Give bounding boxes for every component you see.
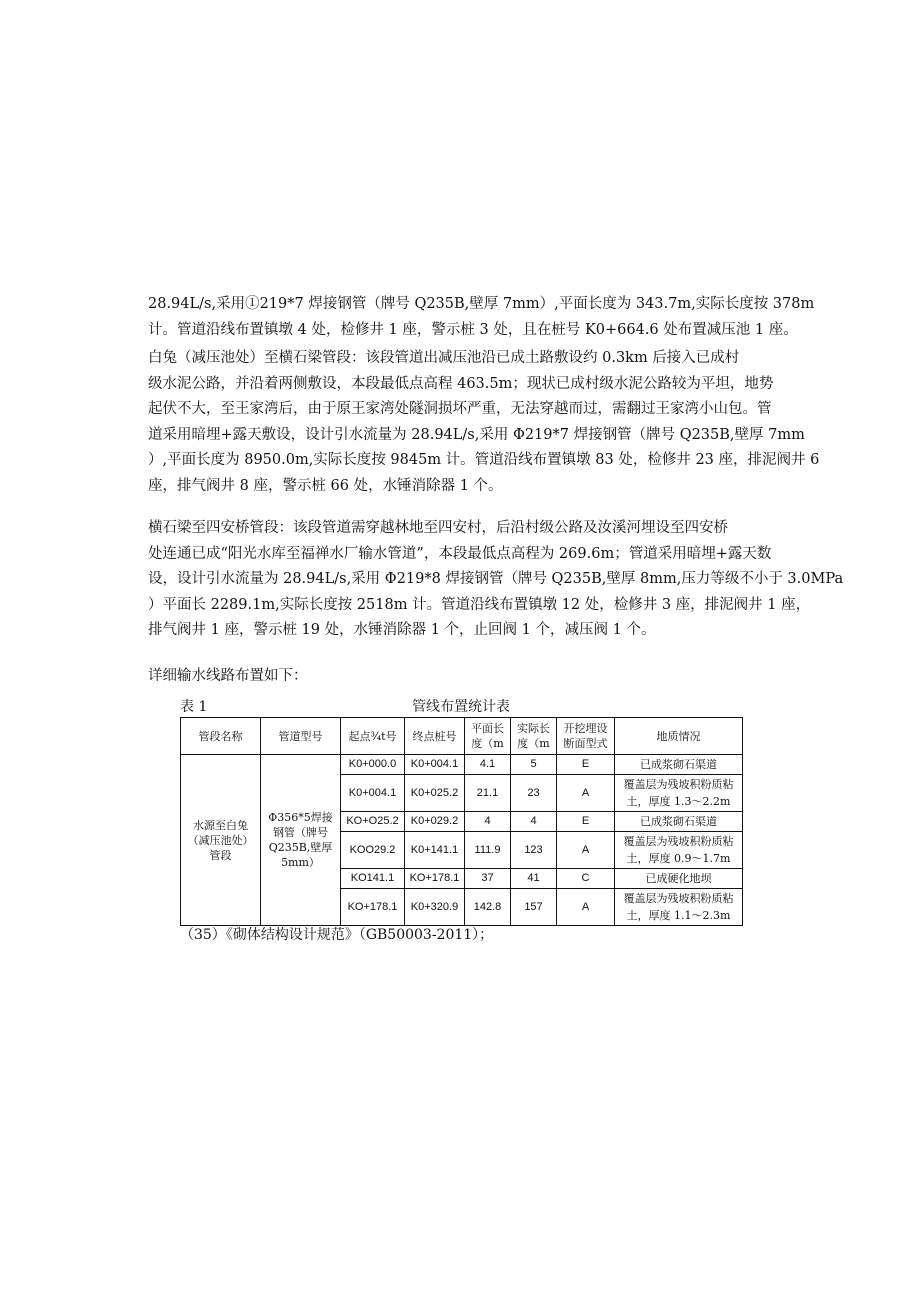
paragraph-2 [148,346,820,499]
section-type-cell: E [557,812,615,832]
text-line: 计。管道沿线布置镇墩 4 处，检修井 1 座，警示桩 3 处，且在桩号 K0+664.6 处布置减压池 1 座。 [148,321,798,338]
actual-length-cell: 123 [511,832,557,869]
geology-cell: 已成浆砌石渠道 [615,812,743,832]
header-section-type: 开挖埋设断面型式 [557,718,615,755]
header-geology: 地质情况 [615,718,743,755]
footnote-reference: （35）《砌体结构设计规范》（GB50003-2011）； [180,927,494,943]
table-label: 表 1 [180,699,208,715]
actual-length-cell: 41 [511,869,557,889]
plan-length-cell: 4 [465,812,511,832]
text-line: ）,平面长度为 8950.0m,实际长度按 9845m 计。管道沿线布置镇墩 83 处，检修井 23 座，排泥阀井 6 [148,452,820,468]
table-caption [180,696,742,716]
end-station-cell: K0+025.2 [405,775,465,812]
header-segment-name: 管段名称 [181,718,261,755]
plan-length-cell: 142.8 [465,889,511,926]
start-station-cell: K0+000.0 [341,755,405,775]
text-line: 详细输水线路布置如下： [148,668,308,684]
text-line: 排气阀井 1 座，警示桩 19 处，水锤消除器 1 个，止回阀 1 个，减压阀 1 个。 [148,622,656,638]
geology-cell: 覆盖层为残坡积粉质粘土，厚度 1.3～2.2m [615,775,743,812]
actual-length-cell: 23 [511,775,557,812]
intro-paragraph [148,664,788,690]
text-line: 座，排气阀井 8 座，警示桩 66 处，水锤消除器 1 个。 [148,477,503,494]
section-type-cell: E [557,755,615,775]
text-line: 白兔（减压池处）至横石梁管段：该段管道出减压池沿已成土路敷设约 0.3km 后接入已成村 [148,350,740,366]
end-station-cell: K0+141.1 [405,832,465,869]
actual-length-cell: 157 [511,889,557,926]
start-station-cell: KO+O25.2 [341,812,405,832]
paragraph-1 [148,292,815,343]
geology-cell: 已成硬化地坝 [615,869,743,889]
table-title: 管线布置统计表 [412,699,510,715]
start-station-cell: KOO29.2 [341,832,405,869]
start-station-cell: K0+004.1 [341,775,405,812]
text-line: 起伏不大，至王家湾后，由于原王家湾处隧洞损坏严重，无法穿越而过，需翻过王家湾小山包。管 [148,401,772,417]
header-plan-length: 平面长度（m [465,718,511,755]
section-type-cell: A [557,832,615,869]
text-line: 设，设计引水流量为 28.94L/s,采用 Φ219*8 焊接钢管（牌号 Q235B,壁厚 8mm,压力等级不小于 3.0MPa [148,571,844,587]
actual-length-cell: 5 [511,755,557,775]
table-header-row [181,718,743,755]
section-type-cell: C [557,869,615,889]
end-station-cell: KO+178.1 [405,869,465,889]
segment-name-cell: 水源至白兔（减压池处）管段 [181,755,261,926]
table-row [181,755,743,775]
geology-cell: 已成浆砌石渠道 [615,755,743,775]
start-station-cell: KO+178.1 [341,889,405,926]
plan-length-cell: 4.1 [465,755,511,775]
pipeline-table [180,717,743,926]
section-type-cell: A [557,775,615,812]
actual-length-cell: 4 [511,812,557,832]
header-actual-length: 实际长度（m [511,718,557,755]
text-line: 级水泥公路，并沿着两侧敷设，本段最低点高程 463.5m；现状已成村级水泥公路较为平坦，地势 [148,375,774,392]
text-line: 道采用暗埋+露天敷设，设计引水流量为 28.94L/s,采用 Φ219*7 焊接钢管（牌号 Q235B,壁厚 7mm [148,426,805,443]
plan-length-cell: 37 [465,869,511,889]
text-line: 处连通已成“阳光水库至福禅水厂输水管道”，本段最低点高程为 269.6m；管道采用暗埋+露天数 [148,545,772,562]
section-type-cell: A [557,889,615,926]
paragraph-3 [148,516,844,644]
end-station-cell: K0+029.2 [405,812,465,832]
pipe-model-cell: Φ356*5焊接钢管（牌号Q235B,壁厚5mm） [261,755,341,926]
start-station-cell: KO141.1 [341,869,405,889]
text-line: ）平面长 2289.1m,实际长度按 2518m 计。管道沿线布置镇墩 12 处，检修井 3 座，排泥阀井 1 座， [148,596,811,613]
geology-cell: 覆盖层为残坡积粉质粘土，厚度 0.9～1.7m [615,832,743,869]
text-line: 横石梁至四安桥管段：该段管道需穿越林地至四安村，后沿村级公路及汝溪河埋设至四安桥 [148,520,728,536]
end-station-cell: K0+320.9 [405,889,465,926]
header-start-station: 起点¾t号 [341,718,405,755]
header-end-station: 终点桩号 [405,718,465,755]
plan-length-cell: 111.9 [465,832,511,869]
header-pipe-model: 管道型号 [261,718,341,755]
plan-length-cell: 21.1 [465,775,511,812]
geology-cell: 覆盖层为残坡积粉质粘土，厚度 1.1～2.3m [615,889,743,926]
end-station-cell: K0+004.1 [405,755,465,775]
text-line: 28.94L/s,采用①219*7 焊接钢管（牌号 Q235B,壁厚 7mm）,平面长度为 343.7m,实际长度按 378m [148,296,815,312]
